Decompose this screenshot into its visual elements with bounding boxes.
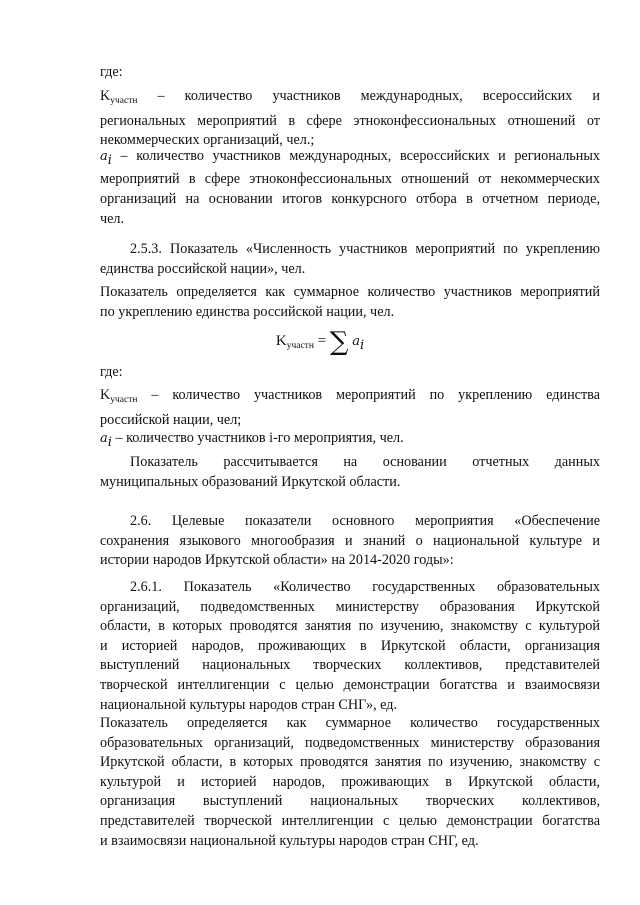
sum-formula: $K_{участн}$ = ∑ $a_i$ bbox=[275, 327, 365, 357]
where-label: где: bbox=[100, 64, 123, 80]
ai-def-line-1: $a_i$ – количество участников международных, всероссийских и региональных bbox=[100, 148, 600, 168]
section-2-6: 2.6. Целевые показатели основного мероприятия «Обеспечение сохранения языкового многообразия и знаний о национальной культуре и истории народов Иркутской области» на 2014-2020 годы»: bbox=[100, 513, 600, 569]
calculation-note: Показатель рассчитывается на основании отчетных данных муниципальных образований Иркутской области. bbox=[100, 454, 600, 490]
where-label-2: где: bbox=[100, 364, 123, 380]
k-definition: $K_{участн}$ – количество участников международных, всероссийских и региональных мероприятий в сфере этноконфессиональных отношений от некоммерческих организаций, чел.; bbox=[100, 88, 600, 149]
section-2-6-1: 2.6.1. Показатель «Количество государственных образовательных организаций, подведомственных министерству образования Иркутской области, в которых проводятся занятия по изучению, знакомству с культурой и историей народов, проживающих в Иркутской области, организация выступлений национальных творческих коллективов, представителей творческой интеллигенции с целью демонстрации богатства и взаимосвязи национальной культуры народов стран СНГ», ед. bbox=[100, 579, 600, 713]
k2-def-line-1: $K_{участн}$ – количество участников мероприятий по укреплению единства bbox=[100, 387, 600, 405]
k-def-line-1: $K_{участн}$ – количество участников международных, всероссийских и bbox=[100, 88, 600, 106]
ai-definition-2: $a_i$ – количество участников i-го мероприятия, чел. bbox=[100, 430, 404, 450]
k-definition-2: $K_{участн}$ – количество участников мероприятий по укреплению единства российской нации, чел; bbox=[100, 387, 600, 428]
section-2-5-3-definition: Показатель определяется как суммарное количество участников мероприятий по укреплению единства российской нации, чел. bbox=[100, 284, 600, 320]
section-2-6-1-definition: Показатель определяется как суммарное количество государственных образовательных организаций, подведомственных министерству образования Иркутской области, в которых проводятся занятия по изучению, знакомству с культурой и историей народов, проживающих в Иркутской области, организация выступлений национальных творческих коллективов, представителей творческой интеллигенции с целью демонстрации богатства и взаимосвязи национальной культуры народов стран СНГ, ед. bbox=[100, 715, 600, 849]
ai-definition: $a_i$ – количество участников международных, всероссийских и региональных мероприятий в сфере этноконфессиональных отношений от некоммерческих организаций на основании итогов конкурсного отбора в отчетном периоде, чел. bbox=[100, 148, 600, 227]
section-2-5-3-title: 2.5.3. Показатель «Численность участников мероприятий по укреплению единства российской нации», чел. bbox=[100, 241, 600, 277]
